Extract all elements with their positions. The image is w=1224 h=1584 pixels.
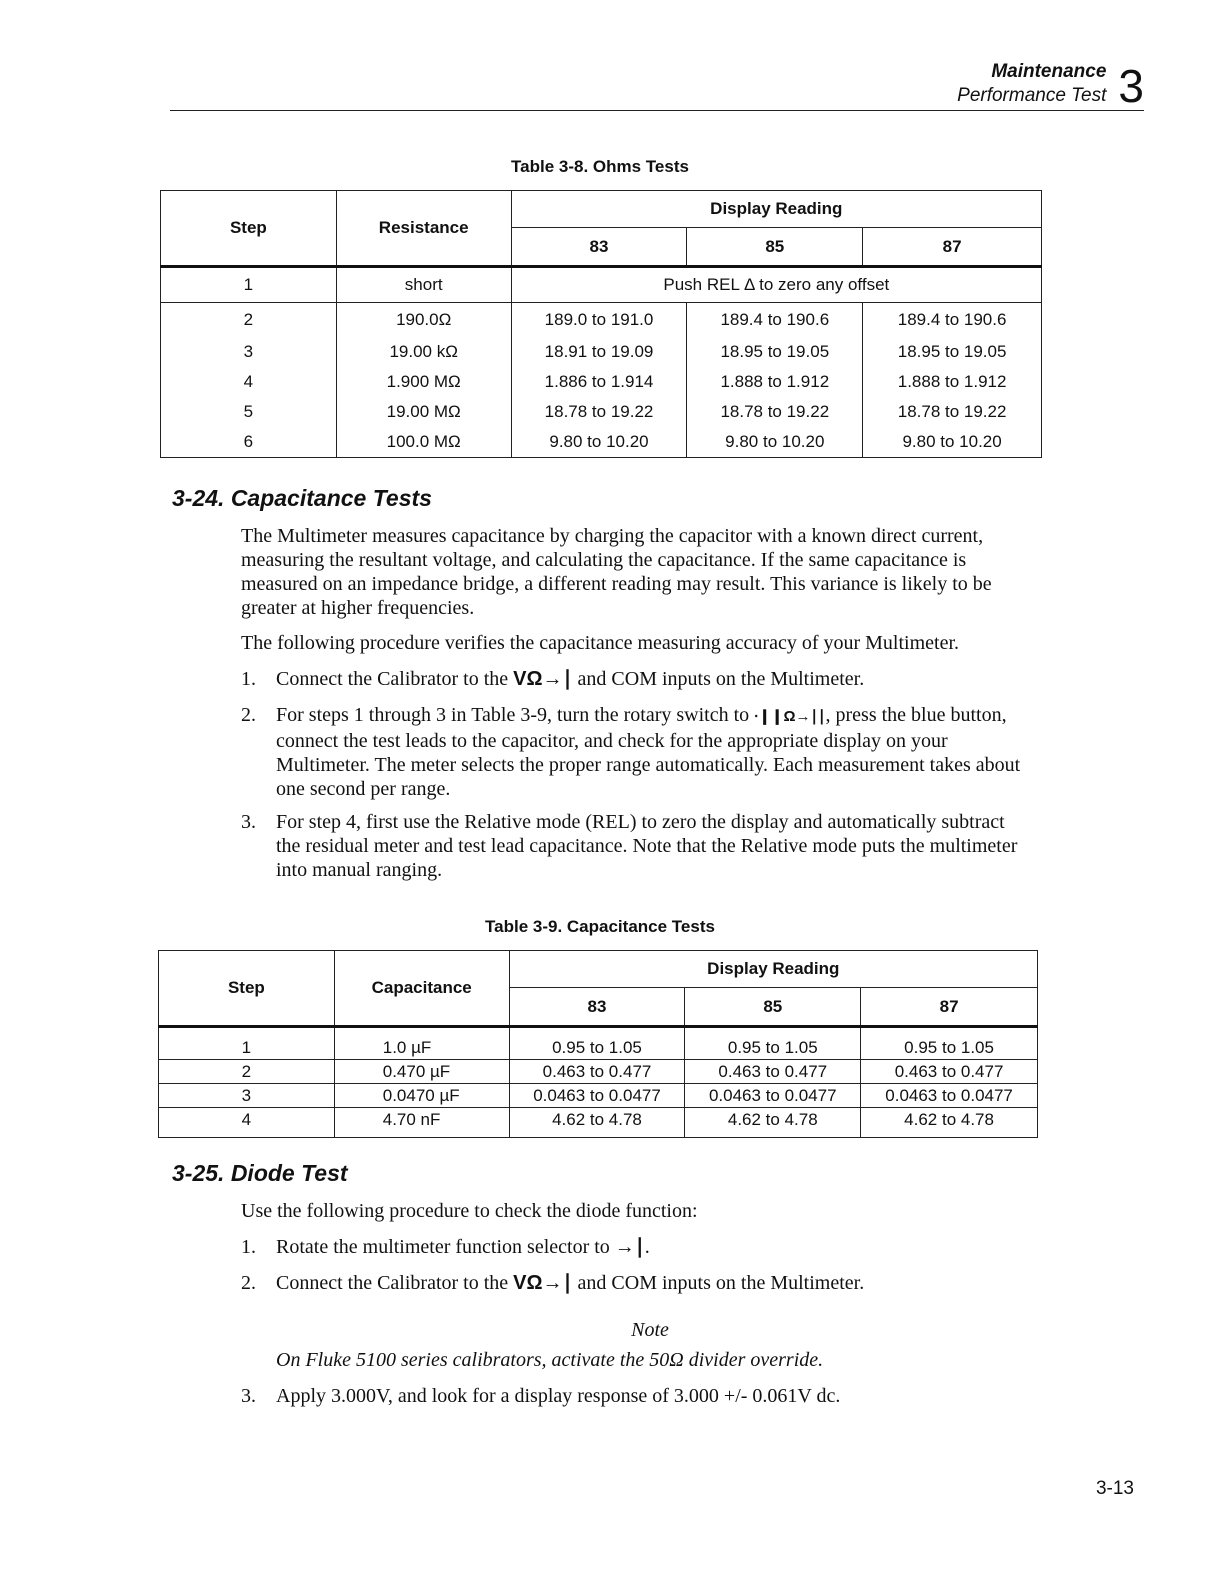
- cell-resistance: 100.0 MΩ: [336, 427, 511, 458]
- page-number: 3-13: [1095, 1478, 1134, 1499]
- step-number: 1.: [241, 1236, 256, 1258]
- col-header-87: 87: [861, 988, 1038, 1027]
- col-header-83: 83: [511, 228, 687, 267]
- continuity-ohm-capacitance-icon: ∙❙❙Ω→∣∣: [754, 708, 826, 725]
- cell-reading-85: 18.78 to 19.22: [687, 397, 863, 427]
- step-text: and COM inputs on the Multimeter.: [572, 668, 865, 690]
- paragraph: The Multimeter measures capacitance by charging the capacitor with a known direct current, measuring the resultant voltage, and calculating the capacitance. If the same capacitance is measured on an impedance bridge, a different reading may result. This variance is likely to be greater at higher frequencies.: [241, 525, 992, 619]
- cell-reading-83: 0.463 to 0.477: [509, 1060, 685, 1084]
- cell-step: 6: [161, 427, 337, 458]
- cell-resistance: 19.00 MΩ: [336, 397, 511, 427]
- table-row: [161, 337, 1042, 367]
- table-caption-capacitance: Table 3-9. Capacitance Tests: [485, 917, 715, 936]
- procedure-step: [241, 1384, 1021, 1408]
- procedure-step: [241, 703, 1021, 801]
- cell-step: 2: [161, 303, 337, 338]
- cell-resistance: 19.00 kΩ: [336, 337, 511, 367]
- note-body: On Fluke 5100 series calibrators, activate the 50Ω divider override.: [276, 1349, 824, 1371]
- table-row: [159, 1108, 1038, 1138]
- cell-reading-85: 1.888 to 1.912: [687, 367, 863, 397]
- cell-reading-83: 18.78 to 19.22: [511, 397, 687, 427]
- cell-step: 3: [161, 337, 337, 367]
- step-text: Apply 3.000V, and look for a display response of 3.000 +/- 0.061V dc.: [276, 1385, 841, 1407]
- cell-reading-83: 18.91 to 19.09: [511, 337, 687, 367]
- cell-step: 1: [159, 1027, 335, 1060]
- cell-instruction: Push REL Δ to zero any offset: [511, 267, 1041, 303]
- step-number: 3.: [241, 811, 256, 833]
- cell-reading-83: 1.886 to 1.914: [511, 367, 687, 397]
- cell-resistance: 1.900 MΩ: [336, 367, 511, 397]
- cell-reading-85: 0.0463 to 0.0477: [685, 1084, 861, 1108]
- cell-reading-83: 9.80 to 10.20: [511, 427, 687, 458]
- col-header-83: 83: [509, 988, 685, 1027]
- cell-step: 2: [159, 1060, 335, 1084]
- section-title: Performance Test: [957, 85, 1107, 106]
- cell-capacitance: 0.470 µF: [334, 1060, 509, 1084]
- step-text: Connect the Calibrator to the: [276, 1272, 514, 1294]
- v-ohm-diode-input-icon: VΩ→∣: [513, 1272, 573, 1294]
- step-text: For steps 1 through 3 in Table 3-9, turn the rotary switch to: [276, 704, 755, 726]
- col-header-85: 85: [687, 228, 863, 267]
- step-text: , press the blue button, connect the test leads to the capacitor, and check for the appropriate display on your Multimeter. The meter selects the proper range automatically. Each measurement takes about one second per range.: [276, 704, 1021, 800]
- cell-step: 4: [161, 367, 337, 397]
- diode-icon: →∣: [614, 1236, 645, 1258]
- cell-reading-87: 0.0463 to 0.0477: [861, 1084, 1038, 1108]
- col-header-87: 87: [863, 228, 1042, 267]
- table-row: [161, 427, 1042, 458]
- table-row: [161, 303, 1042, 338]
- table-row: [159, 1027, 1038, 1060]
- table-caption-ohms: Table 3-8. Ohms Tests: [511, 157, 689, 176]
- cell-step: 1: [161, 267, 337, 303]
- cell-reading-83: 0.0463 to 0.0477: [509, 1084, 685, 1108]
- step-number: 2.: [241, 704, 256, 726]
- cell-resistance: short: [336, 267, 511, 303]
- table-row: [161, 367, 1042, 397]
- col-header-capacitance: Capacitance: [334, 951, 509, 1027]
- col-header-display-reading: Display Reading: [509, 951, 1037, 988]
- cell-reading-87: 189.4 to 190.6: [863, 303, 1042, 338]
- header-text: [957, 60, 1106, 108]
- procedure-step: [241, 667, 1021, 691]
- cell-reading-83: 4.62 to 4.78: [509, 1108, 685, 1138]
- step-text: For step 4, first use the Relative mode (REL) to zero the display and automatically subtract the residual meter and test lead capacitance. Note that the Relative mode puts the multimeter into manual ranging.: [276, 811, 1018, 881]
- v-ohm-diode-input-icon: VΩ→∣: [513, 668, 573, 690]
- step-number: 3.: [241, 1385, 256, 1407]
- cell-capacitance: 4.70 nF: [334, 1108, 509, 1138]
- cell-reading-85: 9.80 to 10.20: [687, 427, 863, 458]
- cell-resistance: 190.0Ω: [336, 303, 511, 338]
- paragraph: The following procedure verifies the capacitance measuring accuracy of your Multimeter.: [241, 632, 960, 654]
- cell-reading-87: 4.62 to 4.78: [861, 1108, 1038, 1138]
- cell-reading-83: 189.0 to 191.0: [511, 303, 687, 338]
- cell-reading-87: 1.888 to 1.912: [863, 367, 1042, 397]
- col-header-step: Step: [159, 951, 335, 1027]
- procedure-step: [241, 810, 1021, 882]
- procedure-step: [241, 1235, 1021, 1259]
- cell-reading-87: 18.78 to 19.22: [863, 397, 1042, 427]
- step-text: and COM inputs on the Multimeter.: [572, 1272, 865, 1294]
- cell-step: 3: [159, 1084, 335, 1108]
- step-text: .: [644, 1236, 650, 1258]
- cell-reading-87: 0.463 to 0.477: [861, 1060, 1038, 1084]
- cell-reading-83: 0.95 to 1.05: [509, 1027, 685, 1060]
- cell-step: 5: [161, 397, 337, 427]
- col-header-display-reading: Display Reading: [511, 191, 1041, 228]
- col-header-resistance: Resistance: [336, 191, 511, 267]
- table-row: [159, 1084, 1038, 1108]
- cell-reading-85: 0.463 to 0.477: [685, 1060, 861, 1084]
- table-row: [161, 397, 1042, 427]
- ohms-tests-table: [160, 190, 1042, 458]
- section-heading-capacitance: 3-24. Capacitance Tests: [172, 485, 432, 511]
- cell-step: 4: [159, 1108, 335, 1138]
- cell-capacitance: 1.0 µF: [334, 1027, 509, 1060]
- step-text: Rotate the multimeter function selector to: [276, 1236, 615, 1258]
- paragraph: Use the following procedure to check the diode function:: [241, 1200, 698, 1222]
- procedure-step: [241, 1271, 1021, 1295]
- table-row: [161, 267, 1042, 303]
- cell-reading-87: 9.80 to 10.20: [863, 427, 1042, 458]
- step-text: Connect the Calibrator to the: [276, 668, 514, 690]
- header-divider: [170, 110, 1144, 111]
- cell-reading-87: 0.95 to 1.05: [861, 1027, 1038, 1060]
- running-header: [957, 60, 1144, 110]
- cell-capacitance: 0.0470 µF: [334, 1084, 509, 1108]
- cell-reading-85: 18.95 to 19.05: [687, 337, 863, 367]
- table-row: [159, 1060, 1038, 1084]
- section-heading-diode: 3-25. Diode Test: [172, 1160, 348, 1186]
- capacitance-tests-table: [158, 950, 1038, 1138]
- step-number: 2.: [241, 1272, 256, 1294]
- cell-reading-85: 0.95 to 1.05: [685, 1027, 861, 1060]
- cell-reading-85: 4.62 to 4.78: [685, 1108, 861, 1138]
- cell-reading-85: 189.4 to 190.6: [687, 303, 863, 338]
- chapter-title: Maintenance: [991, 61, 1107, 82]
- col-header-step: Step: [161, 191, 337, 267]
- chapter-number: 3: [1118, 60, 1144, 112]
- step-number: 1.: [241, 668, 256, 690]
- col-header-85: 85: [685, 988, 861, 1027]
- cell-reading-87: 18.95 to 19.05: [863, 337, 1042, 367]
- note-title: Note: [631, 1319, 669, 1341]
